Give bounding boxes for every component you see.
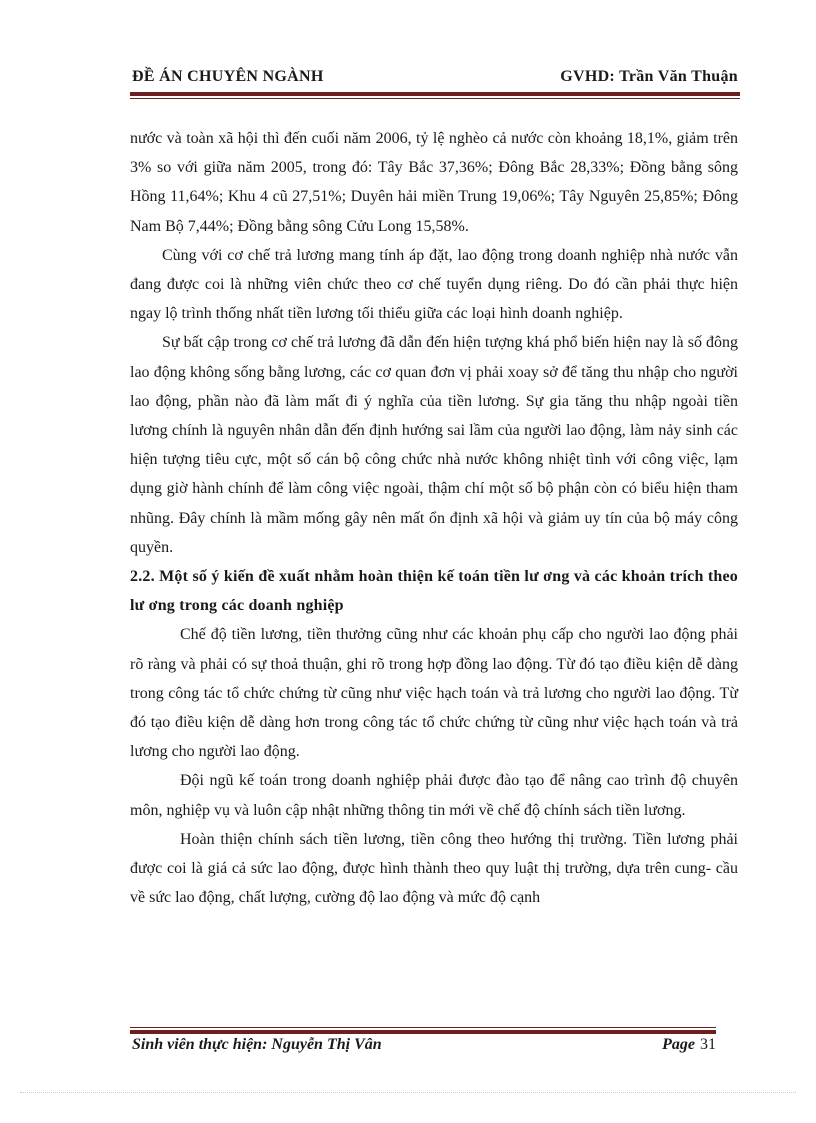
page-body (130, 124, 738, 912)
paragraph-5: Đội ngũ kế toán trong doanh nghiệp phải được đào tạo để nâng cao trình độ chuyên môn, nghiệp vụ và luôn cập nhật những thông tin mới về chế độ chính sách tiền lương. (130, 772, 738, 819)
header-title: ĐỀ ÁN CHUYÊN NGÀNH (132, 68, 324, 85)
header-rule (130, 92, 740, 99)
paragraph-2: Cùng với cơ chế trả lương mang tính áp đặt, lao động trong doanh nghiệp nhà nước vẫn đang được coi là những viên chức theo cơ chế tuyển dụng riêng. Do đó cần phải thực hiện ngay lộ trình thống nhất tiền lương tối thiểu giữa các loại hình doanh nghiệp. (130, 246, 738, 323)
paragraph-3: Sự bất cập trong cơ chế trả lương đã dẫn đến hiện tượng khá phổ biến hiện nay là số đông lao động không sống bằng lương, các cơ quan đơn vị phải xoay sở để tăng thu nhập cho người lao động, phần nào đã làm mất đi ý nghĩa của tiền lương. Sự gia tăng thu nhập ngoài tiền lương chính là nguyên nhân dẫn đến định hướng sai lầm của người lao động, làm nảy sinh các hiện tượng tiêu cực, một số cán bộ công chức nhà nước không nhiệt tình với công việc, lạm dụng giờ hành chính để làm công việc ngoài, thậm chí một số bộ phận còn có biểu hiện tham nhũng. Đây chính là mầm mống gây nên mất ổn định xã hội và giảm uy tín của bộ máy công quyền. (130, 334, 738, 556)
paragraph-6: Hoàn thiện chính sách tiền lương, tiền công theo hướng thị trường. Tiền lương phải được coi là giá cả sức lao động, được hình thành theo quy luật thị trường, dựa trên cung- cầu về sức lao động, chất lượng, cường độ lao động và mức độ cạnh (130, 830, 738, 907)
section-heading: 2.2. Một số ý kiến đề xuất nhằm hoàn thiện kế toán tiền lư ơng và các khoản trích theo lư ơng trong các doanh nghiệp (130, 568, 738, 615)
paragraph-4: Chế độ tiền lương, tiền thưởng cũng như các khoản phụ cấp cho người lao động phải rõ ràng và phải có sự thoả thuận, ghi rõ trong hợp đồng lao động. Từ đó tạo điều kiện dễ dàng trong công tác tổ chức chứng từ cũng như việc hạch toán và trả lương cho người lao động. Từ đó tạo điều kiện dễ dàng hơn trong công tác tổ chức chứng từ cũng như việc hạch toán và trả lương cho người lao động. (130, 626, 738, 761)
page-header (130, 68, 738, 90)
page-number: 31 (700, 1036, 716, 1053)
page-label: Page (662, 1036, 695, 1053)
footer-rule (130, 1027, 716, 1034)
page-number-block (662, 1036, 716, 1054)
footer-author: Sinh viên thực hiện: Nguyễn Thị Vân (132, 1036, 382, 1053)
paragraph-1: nước và toàn xã hội thì đến cuối năm 2006, tỷ lệ nghèo cả nước còn khoảng 18,1%, giảm trên 3% so với giữa năm 2005, trong đó: Tây Bắc 37,36%; Đông Bắc 28,33%; Đồng bằng sông Hồng 11,64%; Khu 4 cũ 27,51%; Duyên hải miền Trung 19,06%; Tây Nguyên 25,85%; Đông Nam Bộ 7,44%; Đồng bằng sông Cửu Long 15,58%. (130, 130, 738, 235)
header-supervisor: GVHD: Trần Văn Thuận (560, 68, 738, 85)
page-edge-divider (20, 1092, 796, 1093)
page-footer (130, 1036, 716, 1060)
